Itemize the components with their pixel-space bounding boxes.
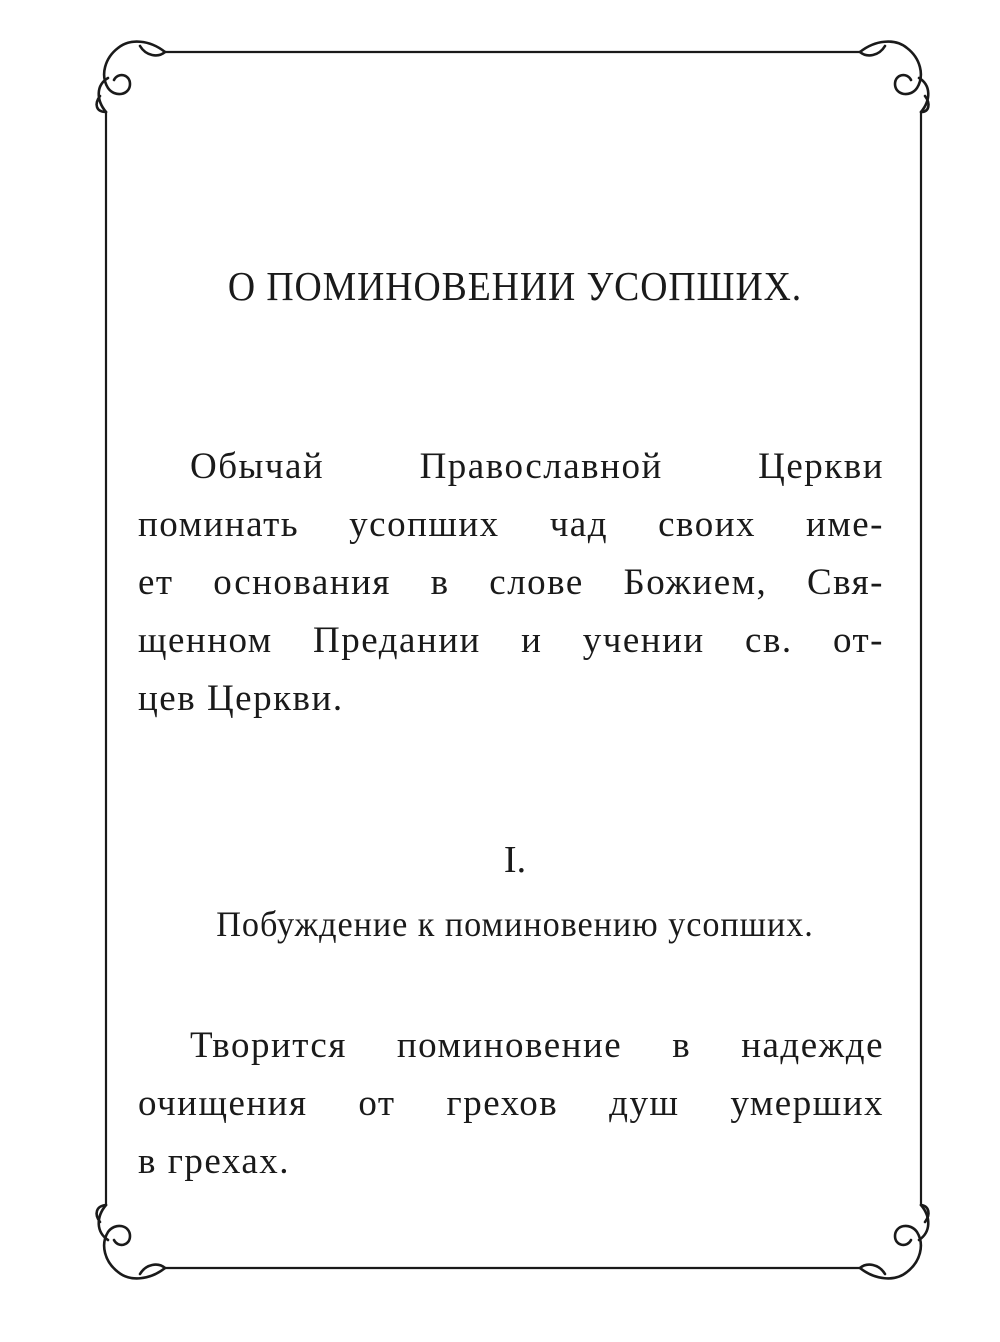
page-title: О ПОМИНОВЕНИИ УСОПШИХ. [227, 263, 803, 309]
section-paragraph [138, 1017, 884, 1191]
corner-ornament-bottom-right-icon [860, 1205, 928, 1278]
paragraph-line: щенном Предании и учении св. от- [138, 620, 884, 661]
paragraph-line: в грехах. [138, 1141, 291, 1182]
corner-ornament-top-right-icon [860, 42, 928, 112]
paragraph-line: ет основания в слове Божием, Свя- [138, 562, 884, 603]
corner-ornament-top-left-icon [97, 42, 165, 112]
section-number: I. [503, 839, 527, 881]
paragraph-line: очищения от грехов душ умерших [138, 1083, 884, 1124]
paragraph-line: Творится поминовение в надежде [190, 1025, 884, 1066]
intro-paragraph [138, 438, 884, 728]
section-heading: Побуждение к поминовению усопших. [216, 904, 814, 944]
paragraph-line: цев Церкви. [138, 678, 344, 719]
paragraph-line: поминать усопших чад своих име- [138, 504, 884, 545]
paragraph-line: Обычай Православной Церкви [190, 446, 884, 487]
corner-ornament-bottom-left-icon [97, 1205, 165, 1278]
